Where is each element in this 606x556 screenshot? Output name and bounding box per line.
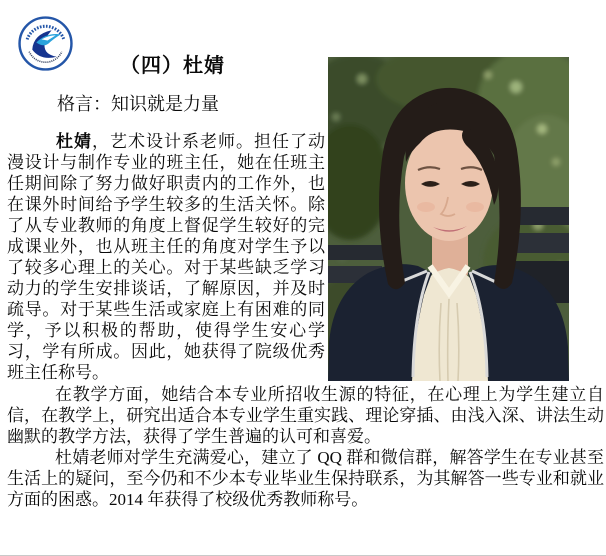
teaching-paragraph: 在教学方面，她结合本专业所招收生源的特征，在心理上为学生建立自信，在教学上，研究出适合本专业学生重实践、理论穿插、由浅入深、讲法生动幽默的教学方法，获得了学生普遍的认可和喜爱。 <box>7 385 604 446</box>
motto-text: 格言：知识就是力量 <box>57 94 219 114</box>
bio-paragraph-text: ，艺术设计系老师。担任了动漫设计与制作专业的班主任，她在任班主任期间除了努力做好职责内的工作外，也在课外时间给予学生较多的生活关怀。除了从专业教师的角度上督促学生较好的完成课业外，也从班主任的角度对学生予以了较多心理上的关心。对于某些缺乏学习动力的学生安排谈话，了解原因，并及时疏导。对于某些生活或家庭上有困难的同学，予以积极的帮助，使得学生安心学习，学有所成。因此，她获得了院级优秀班主任称号。 <box>7 132 325 382</box>
care-paragraph: 杜婧老师对学生充满爱心，建立了 QQ 群和微信群，解答学生在专业甚至生活上的疑问，至今仍和不少本专业毕业生保持联系，为其解答一些专业和就业方面的困惑。2014 年获得了校级优秀教师称号。 <box>7 448 604 509</box>
portrait-illustration <box>328 57 569 381</box>
page-title: （四）杜婧 <box>120 55 225 77</box>
teacher-portrait-photo <box>328 57 569 381</box>
bio-paragraph <box>7 131 325 383</box>
teacher-name: 杜婧 <box>56 132 92 151</box>
